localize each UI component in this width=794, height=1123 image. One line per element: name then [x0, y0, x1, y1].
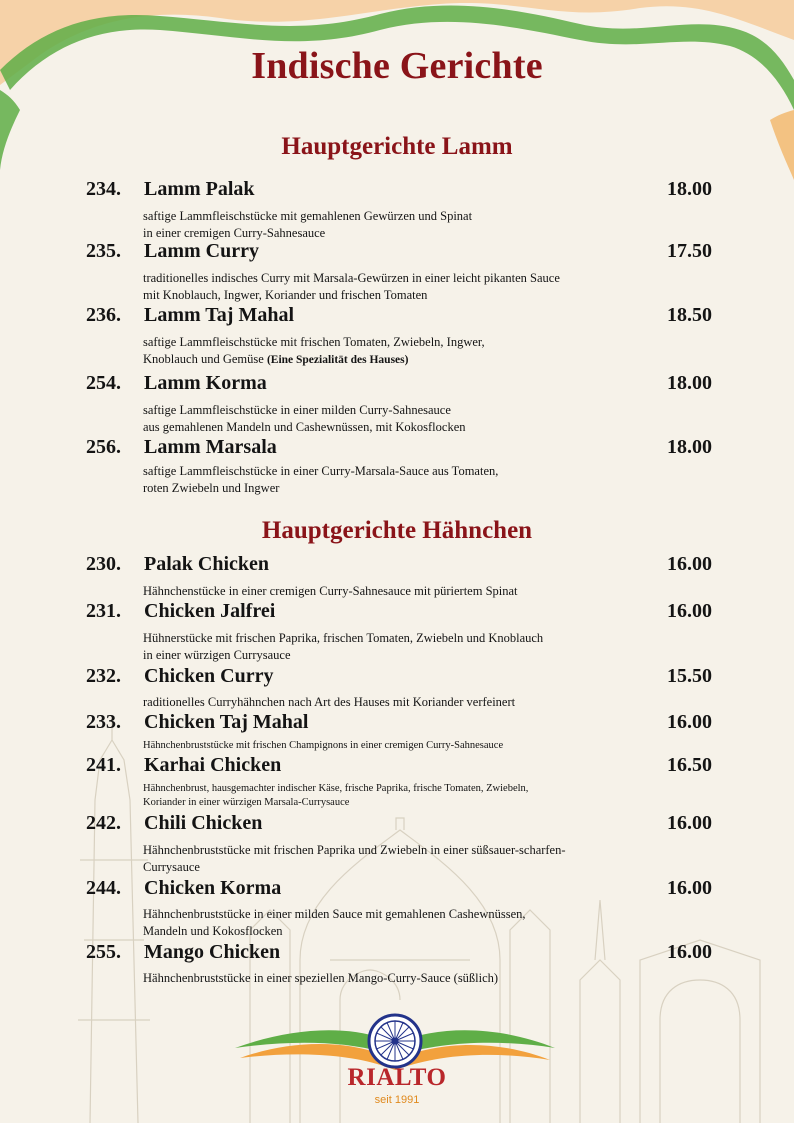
- item-name: Karhai Chicken: [144, 754, 282, 776]
- description-line: mit Knoblauch, Ingwer, Koriander und frischen Tomaten: [143, 288, 428, 302]
- item-price: 16.00: [667, 711, 712, 733]
- item-name: Lamm Korma: [144, 372, 267, 394]
- item-description: [143, 739, 663, 753]
- item-name: Chicken Curry: [144, 665, 274, 687]
- item-price: 16.00: [667, 600, 712, 622]
- description-line: saftige Lammfleischstücke in einer Curry-Marsala-Sauce aus Tomaten,: [143, 464, 499, 478]
- item-description: [143, 630, 663, 664]
- item-name: Chicken Korma: [144, 877, 282, 899]
- brand-since: seit 1991: [374, 1094, 420, 1106]
- item-description: [143, 208, 643, 242]
- description-line: Mandeln und Kokosflocken: [143, 924, 283, 938]
- section-title-haehnchen: Hauptgerichte Hähnchen: [261, 517, 533, 544]
- item-name: Lamm Curry: [144, 240, 259, 262]
- item-description: [143, 463, 643, 497]
- item-name: Chicken Taj Mahal: [144, 711, 309, 733]
- description-line: Hähnchenbruststücke mit frischen Champignons in einer cremigen Curry-Sahnesauce: [143, 740, 504, 751]
- item-price: 16.00: [667, 877, 712, 899]
- item-number: 234.: [86, 178, 121, 200]
- item-name: Palak Chicken: [144, 553, 270, 575]
- description-line: [143, 351, 643, 369]
- item-number: 233.: [86, 711, 121, 733]
- item-price: 18.50: [667, 304, 712, 326]
- item-price: 16.00: [667, 553, 712, 575]
- item-price: 18.00: [667, 372, 712, 394]
- item-price: 17.50: [667, 240, 712, 262]
- item-price: 18.00: [667, 436, 712, 458]
- description-line: Hähnchenbruststücke in einer milden Sauce mit gemahlenen Cashewnüssen,: [143, 907, 526, 921]
- item-number: 230.: [86, 553, 121, 575]
- item-number: 255.: [86, 941, 121, 963]
- item-description: [143, 270, 663, 304]
- item-number: 236.: [86, 304, 121, 326]
- item-price: 16.00: [667, 941, 712, 963]
- description-line: in einer cremigen Curry-Sahnesauce: [143, 226, 326, 240]
- item-price: 18.00: [667, 178, 712, 200]
- chakra-wheel-icon: [375, 1021, 415, 1061]
- item-price: 16.50: [667, 754, 712, 776]
- item-description: [143, 906, 663, 940]
- item-description: [143, 694, 663, 711]
- description-line: traditionelles indisches Curry mit Marsala-Gewürzen in einer leicht pikanten Sauce: [143, 271, 560, 285]
- item-number: 232.: [86, 665, 121, 687]
- item-name: Chili Chicken: [144, 812, 263, 834]
- section-title-lamm: Hauptgerichte Lamm: [281, 133, 513, 160]
- description-line: Hähnchenbrust, hausgemachter indischer Käse, frische Paprika, frische Tomaten, Zwiebeln,: [143, 783, 529, 794]
- item-description: [143, 334, 643, 369]
- description-line: Currysauce: [143, 860, 200, 874]
- brand-name: RIALTO: [347, 1064, 447, 1091]
- item-number: 242.: [86, 812, 121, 834]
- page-title: Indische Gerichte: [251, 45, 543, 87]
- item-name: Mango Chicken: [144, 941, 281, 963]
- item-number: 231.: [86, 600, 121, 622]
- item-price: 15.50: [667, 665, 712, 687]
- description-line: Hähnchenbruststücke mit frischen Paprika und Zwiebeln in einer süßsauer-scharfen-: [143, 843, 566, 857]
- item-description: [143, 842, 663, 876]
- item-price: 16.00: [667, 812, 712, 834]
- item-name: Lamm Taj Mahal: [144, 304, 295, 326]
- description-line: Koriander in einer würzigen Marsala-Currysauce: [143, 797, 350, 808]
- description-line: Hähnchenbruststücke in einer speziellen Mango-Curry-Sauce (süßlich): [143, 971, 499, 985]
- item-name: Lamm Palak: [144, 178, 255, 200]
- item-description: [143, 970, 663, 987]
- description-line: saftige Lammfleischstücke mit frischen Tomaten, Zwiebeln, Ingwer,: [143, 335, 485, 349]
- item-description: [143, 583, 663, 600]
- description-line: in einer würzigen Currysauce: [143, 648, 291, 662]
- item-number: 244.: [86, 877, 121, 899]
- description-line: aus gemahlenen Mandeln und Cashewnüssen, mit Kokosflocken: [143, 420, 466, 434]
- item-name: Lamm Marsala: [144, 436, 277, 458]
- item-number: 235.: [86, 240, 121, 262]
- item-number: 241.: [86, 754, 121, 776]
- description-line: Hühnerstücke mit frischen Paprika, frischen Tomaten, Zwiebeln und Knoblauch: [143, 631, 544, 645]
- description-line: saftige Lammfleischstücke mit gemahlenen Gewürzen und Spinat: [143, 209, 473, 223]
- item-number: 254.: [86, 372, 121, 394]
- description-line: roten Zwiebeln und Ingwer: [143, 481, 280, 495]
- description-line: Hähnchenstücke in einer cremigen Curry-Sahnesauce mit püriertem Spinat: [143, 584, 518, 598]
- item-description: [143, 402, 643, 436]
- description-text: Knoblauch und Gemüse: [143, 352, 264, 366]
- item-description: [143, 782, 663, 810]
- item-name: Chicken Jalfrei: [144, 600, 276, 622]
- specialty-note: (Eine Spezialität des Hauses): [266, 354, 409, 366]
- item-number: 256.: [86, 436, 121, 458]
- description-line: raditionelles Curryhähnchen nach Art des Hauses mit Koriander verfeinert: [143, 695, 516, 709]
- description-line: saftige Lammfleischstücke in einer milden Curry-Sahnesauce: [143, 403, 451, 417]
